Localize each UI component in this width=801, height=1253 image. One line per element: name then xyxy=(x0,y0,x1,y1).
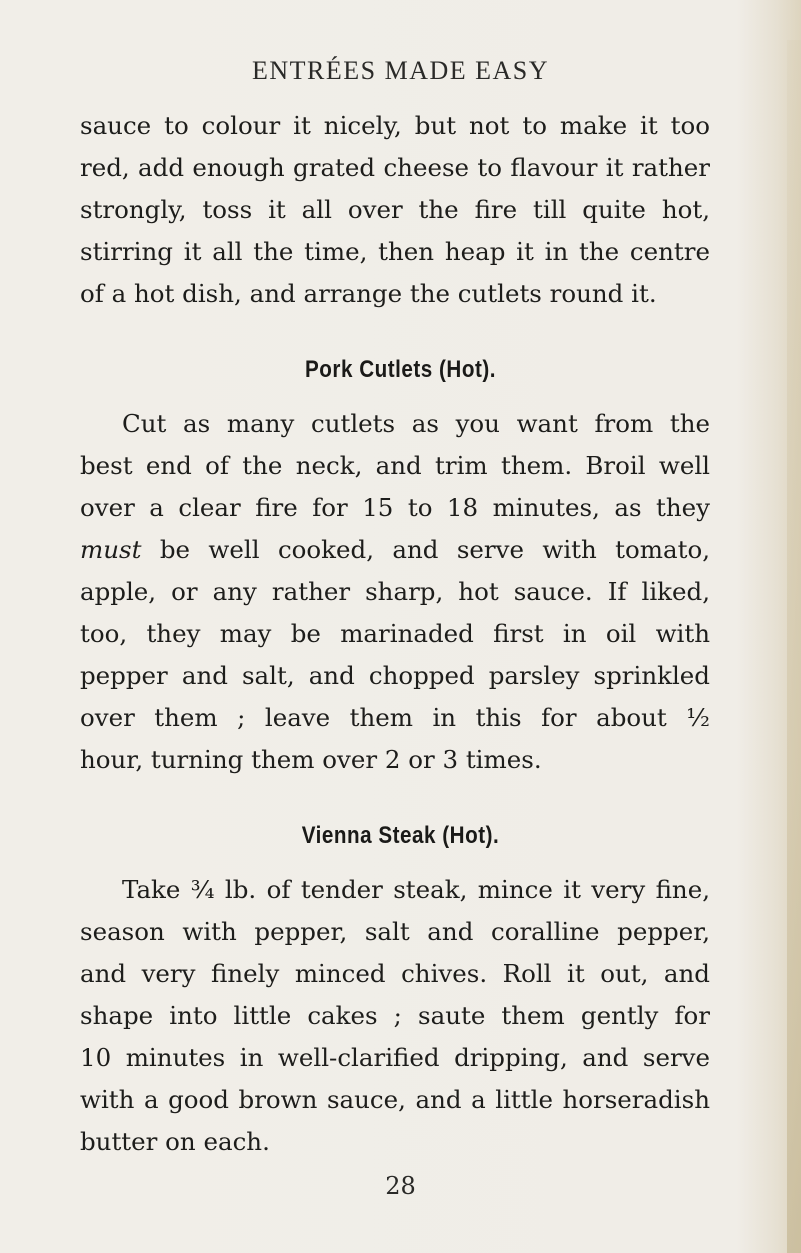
recipe-heading-pork-cutlets: Pork Cutlets (Hot). xyxy=(304,356,496,383)
text-line: and very finely minced chives. Roll it out, and xyxy=(80,959,710,988)
running-head: ENTRÉES MADE EASY xyxy=(251,56,550,85)
text-line: butter on each. xyxy=(80,1127,270,1156)
text-line: shape into little cakes ; saute them gently for xyxy=(80,1001,710,1030)
text-line: apple, or any rather sharp, hot sauce. If liked, xyxy=(80,577,710,606)
text-line: over them ; leave them in this for about ½ xyxy=(80,703,710,732)
text-line: pepper and salt, and chopped parsley sprinkled xyxy=(80,661,710,690)
text-line: sauce to colour it nicely, but not to make it too xyxy=(80,111,710,140)
text-line: of a hot dish, and arrange the cutlets round it. xyxy=(80,279,657,308)
text-line: must be well cooked, and serve with tomato, xyxy=(80,535,710,564)
text-line: strongly, toss it all over the fire till quite hot, xyxy=(80,195,710,224)
page-edge-stain xyxy=(787,40,801,1253)
recipe-heading-vienna-steak: Vienna Steak (Hot). xyxy=(301,822,500,849)
text-line: over a clear fire for 15 to 18 minutes, as they xyxy=(80,493,710,522)
text-line: Cut as many cutlets as you want from the xyxy=(122,409,710,438)
text-line: season with pepper, salt and coralline pepper, xyxy=(80,917,710,946)
text-line: red, add enough grated cheese to flavour it rather xyxy=(80,153,710,182)
text-line: stirring it all the time, then heap it in the centre xyxy=(80,237,710,266)
text-line: Take ¾ lb. of tender steak, mince it very fine, xyxy=(122,875,710,904)
text-line: best end of the neck, and trim them. Broil well xyxy=(80,451,710,480)
page-number: 28 xyxy=(385,1172,416,1200)
text-line: 10 minutes in well-clarified dripping, and serve xyxy=(80,1043,710,1072)
emphasis-word: must xyxy=(80,535,142,564)
text-line: with a good brown sauce, and a little horseradish xyxy=(80,1085,710,1114)
text-line: hour, turning them over 2 or 3 times. xyxy=(80,745,542,774)
text-line: too, they may be marinaded first in oil with xyxy=(80,619,710,648)
